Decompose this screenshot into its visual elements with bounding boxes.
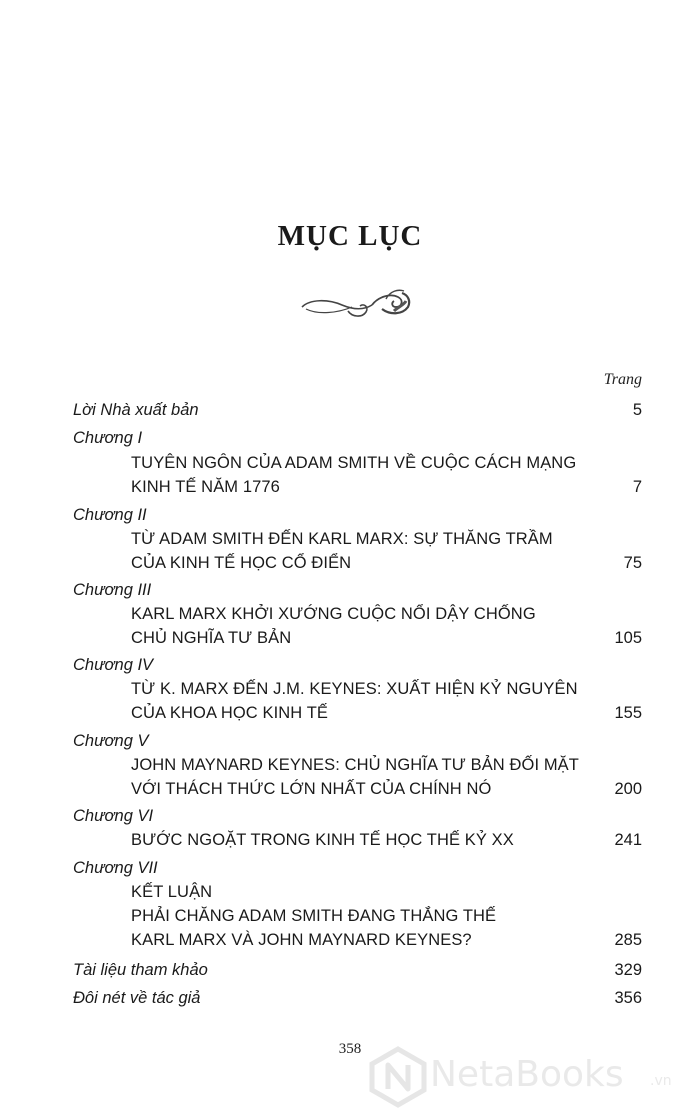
toc-chapter-title (0, 828, 700, 852)
chapter-title-line: CỦA KHOA HỌC KINH TẾ (131, 704, 328, 722)
page-column-header: Trang (603, 371, 642, 388)
chapter-label: Chương VII (73, 859, 158, 877)
toc-page-number: 155 (614, 704, 642, 722)
toc-page-number: 105 (614, 629, 642, 647)
toc-page-number: 241 (614, 831, 642, 849)
toc-page-number: 329 (614, 961, 642, 979)
chapter-title-line: TUYÊN NGÔN CỦA ADAM SMITH VỀ CUỘC CÁCH MẠNG (131, 454, 577, 472)
toc-chapter-label (0, 804, 700, 828)
toc-page-number: 7 (632, 478, 642, 496)
toc-chapter-title (0, 527, 700, 551)
toc-chapter-label (0, 856, 700, 880)
chapter-title-line: KẾT LUẬN (131, 883, 213, 901)
toc-entry-label: Lời Nhà xuất bản (73, 401, 199, 419)
chapter-title-line: TỪ K. MARX ĐẾN J.M. KEYNES: XUẤT HIỆN KỶ NGUYÊN (131, 680, 578, 698)
toc-page-number: 5 (632, 401, 642, 419)
chapter-title-line: BƯỚC NGOẶT TRONG KINH TẾ HỌC THẾ KỶ XX (131, 831, 514, 849)
chapter-label: Chương IV (73, 656, 154, 674)
toc-chapter-label (0, 578, 700, 602)
toc-page-number: 285 (614, 931, 642, 949)
toc-chapter-title (0, 602, 700, 626)
chapter-title-line: CHỦ NGHĨA TƯ BẢN (131, 629, 292, 647)
chapter-title-line: PHẢI CHĂNG ADAM SMITH ĐANG THẮNG THẾ (131, 907, 497, 925)
toc-chapter-title (0, 777, 700, 801)
toc-chapter-title (0, 701, 700, 725)
toc-entry-publisher-note (0, 398, 700, 422)
toc-chapter-title (0, 677, 700, 701)
toc-chapter-label (0, 426, 700, 450)
toc-entry-references (0, 958, 700, 982)
chapter-title-line: KARL MARX VÀ JOHN MAYNARD KEYNES? (131, 931, 472, 949)
toc-chapter-title (0, 928, 700, 952)
toc-chapter-title (0, 475, 700, 499)
chapter-title-line: CỦA KINH TẾ HỌC CỔ ĐIỂN (131, 554, 352, 572)
chapter-title-line: VỚI THÁCH THỨC LỚN NHẤT CỦA CHÍNH NÓ (131, 780, 492, 798)
toc-entry-label: Đôi nét về tác giả (73, 989, 201, 1007)
toc-page-number: 75 (623, 554, 642, 572)
toc-chapter-title (0, 626, 700, 650)
chapter-label: Chương II (73, 506, 147, 524)
page-number: 358 (338, 1041, 362, 1057)
watermark-brand: NetaBooks (430, 1054, 624, 1095)
chapter-title-line: TỪ ADAM SMITH ĐẾN KARL MARX: SỰ THĂNG TRẦM (131, 530, 553, 548)
toc-entry-label: Tài liệu tham khảo (73, 961, 208, 979)
toc-chapter-label (0, 653, 700, 677)
chapter-title-line: KARL MARX KHỞI XƯỚNG CUỘC NỔI DẬY CHỐNG (131, 605, 536, 623)
page-title: MỤC LỤC (277, 220, 423, 252)
toc-chapter-label (0, 729, 700, 753)
chapter-label: Chương III (73, 581, 152, 599)
toc-entry-author (0, 986, 700, 1010)
toc-chapter-title (0, 451, 700, 475)
netabooks-watermark (368, 1046, 698, 1108)
toc-chapter-title (0, 880, 700, 904)
toc-page-number: 200 (614, 780, 642, 798)
toc-chapter-title (0, 904, 700, 928)
toc-page-number: 356 (614, 989, 642, 1007)
toc-chapter-label (0, 503, 700, 527)
netabooks-logo-icon (368, 1046, 428, 1108)
watermark-domain-suffix: .vn (650, 1073, 672, 1089)
chapter-label: Chương I (73, 429, 143, 447)
toc-chapter-title (0, 753, 700, 777)
chapter-label: Chương V (73, 732, 149, 750)
chapter-title-line: JOHN MAYNARD KEYNES: CHỦ NGHĨA TƯ BẢN ĐỐI MẶT (131, 756, 579, 774)
chapter-label: Chương VI (73, 807, 154, 825)
toc-chapter-title (0, 551, 700, 575)
chapter-title-line: KINH TẾ NĂM 1776 (131, 478, 280, 496)
